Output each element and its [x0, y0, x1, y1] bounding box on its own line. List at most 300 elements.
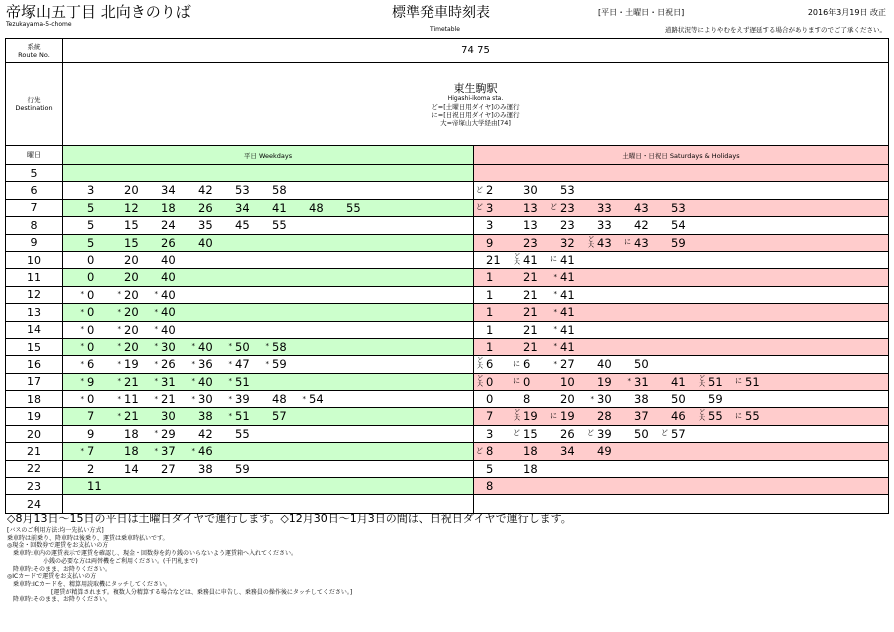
service-mark: *: [191, 359, 195, 368]
service-mark: *: [117, 307, 121, 316]
minute: 20: [124, 270, 139, 285]
departure-time: [474, 235, 493, 251]
via-mark: 大: [476, 380, 483, 388]
weekday-cell: [63, 200, 474, 216]
service-mark: に: [550, 255, 557, 264]
weekday-column-header: 平日 Weekdays: [63, 146, 474, 164]
service-mark: に: [550, 411, 557, 420]
usage-note-line: ◎現金・回数券で運賃をお支払いの方: [7, 542, 109, 550]
minute: 0: [87, 305, 95, 320]
holiday-cell: [474, 374, 888, 390]
departure-time: [75, 339, 94, 355]
minute: 11: [87, 479, 102, 494]
service-mark: に: [513, 359, 520, 368]
holiday-cell: [474, 495, 888, 512]
departure-time: [260, 182, 287, 198]
hour-row: [6, 408, 888, 425]
departure-time: [585, 391, 612, 407]
departure-time: [548, 322, 575, 338]
page-title: 標準発車時刻表: [392, 5, 490, 21]
day-mark: ど: [476, 374, 483, 382]
departure-time: [511, 304, 538, 320]
departure-time: [474, 356, 493, 372]
destination-box: [63, 63, 888, 145]
departure-time: [223, 426, 250, 442]
minute: 40: [198, 339, 213, 354]
departure-time: [260, 200, 287, 216]
minute: 40: [161, 270, 176, 285]
minute: 20: [124, 287, 139, 302]
service-mark: *: [80, 325, 84, 334]
weekday-cell: [63, 495, 474, 512]
departure-time: [696, 391, 723, 407]
departure-time: [223, 217, 250, 233]
departure-time: [75, 426, 94, 442]
service-mark: *: [117, 377, 121, 386]
holiday-cell: [474, 356, 888, 372]
minute: 2: [486, 183, 494, 198]
minute: 18: [523, 444, 538, 459]
minute: 20: [124, 305, 139, 320]
minute: 1: [486, 270, 494, 285]
minute: 36: [198, 357, 213, 372]
departure-time: [112, 200, 139, 216]
minute: 18: [124, 426, 139, 441]
minute: 40: [161, 305, 176, 320]
usage-notes: [7, 527, 885, 604]
departure-time: [75, 461, 94, 477]
departure-time: [75, 269, 94, 285]
hour-row: [6, 339, 888, 356]
weekday-cell: [63, 461, 474, 477]
minute: 9: [87, 426, 95, 441]
minute: 13: [523, 200, 538, 215]
departure-time: [112, 374, 139, 390]
departure-time: [511, 322, 538, 338]
minute: 12: [124, 200, 139, 215]
minute: 0: [523, 374, 531, 389]
service-mark: *: [228, 342, 232, 351]
departure-time: [622, 217, 649, 233]
minute: 55: [235, 426, 250, 441]
minute: 53: [671, 200, 686, 215]
departure-time: [223, 200, 250, 216]
hour-cell: 14: [6, 322, 63, 338]
holiday-cell: [474, 182, 888, 198]
departure-time: [511, 287, 538, 303]
departure-time: [75, 408, 94, 424]
weekday-cell: [63, 339, 474, 355]
hour-row: [6, 235, 888, 252]
departure-time: [75, 217, 94, 233]
departure-time: [474, 374, 493, 390]
departure-time: [112, 356, 139, 372]
minute: 50: [671, 392, 686, 407]
departure-time: [149, 200, 176, 216]
minute: 0: [87, 392, 95, 407]
departure-time: [511, 391, 530, 407]
hour-row: [6, 374, 888, 391]
departure-time: [474, 322, 493, 338]
minute: 23: [560, 218, 575, 233]
minute: 27: [560, 357, 575, 372]
minute: 42: [198, 183, 213, 198]
via-mark: 大: [513, 415, 520, 423]
departure-time: [75, 182, 94, 198]
departure-time: [622, 356, 649, 372]
departure-time: [75, 443, 94, 459]
minute: 3: [87, 183, 95, 198]
minute: 11: [124, 392, 139, 407]
minute: 40: [161, 287, 176, 302]
service-mark: ど: [661, 429, 668, 438]
departure-time: [511, 235, 538, 251]
minute: 18: [523, 461, 538, 476]
departure-time: [75, 478, 102, 494]
minute: 26: [560, 426, 575, 441]
departure-time: [186, 235, 213, 251]
departure-time: [112, 269, 139, 285]
minute: 40: [161, 322, 176, 337]
minute: 40: [161, 252, 176, 267]
departure-time: [548, 408, 575, 424]
minute: 46: [671, 409, 686, 424]
departure-time: [548, 235, 575, 251]
holiday-cell: [474, 322, 888, 338]
departure-time: [548, 356, 575, 372]
minute: 26: [161, 357, 176, 372]
departure-time: [112, 426, 139, 442]
departure-time: [622, 391, 649, 407]
service-mark: に: [513, 377, 520, 386]
departure-time: [149, 408, 176, 424]
service-mark: *: [80, 394, 84, 403]
departure-time: [75, 374, 94, 390]
minute: 0: [87, 339, 95, 354]
usage-note-line: 乗車時:ICカードを、精算用読取機にタッチしてください。: [13, 580, 171, 588]
departure-time: [260, 356, 287, 372]
minute: 41: [560, 322, 575, 337]
minute: 5: [87, 218, 95, 233]
minute: 21: [523, 287, 538, 302]
holiday-column-header: 土曜日・日祝日 Saturdays & Holidays: [474, 146, 888, 164]
departure-time: [112, 322, 139, 338]
minute: 49: [597, 444, 612, 459]
destination-note: ど=[土曜日用ダイヤ]のみ運行: [431, 102, 520, 111]
day-mark: ど: [513, 252, 520, 260]
departure-time: [659, 235, 686, 251]
page-header: [0, 0, 894, 38]
departure-time: [149, 235, 176, 251]
via-mark: 大: [587, 241, 594, 249]
minute: 35: [198, 218, 213, 233]
departure-time: [75, 200, 94, 216]
weekday-cell: [63, 408, 474, 424]
minute: 55: [708, 409, 723, 424]
minute: 50: [235, 339, 250, 354]
departure-time: [112, 304, 139, 320]
minute: 33: [597, 200, 612, 215]
departure-time: [186, 391, 213, 407]
departure-time: [334, 200, 361, 216]
departure-time: [149, 217, 176, 233]
minute: 18: [161, 200, 176, 215]
minute: 48: [272, 392, 287, 407]
destination-name: 東生駒駅: [453, 81, 498, 95]
minute: 45: [235, 218, 250, 233]
minute: 29: [161, 426, 176, 441]
minute: 23: [523, 235, 538, 250]
departure-time: [696, 408, 723, 424]
minute: 55: [272, 218, 287, 233]
weekday-cell: [63, 304, 474, 320]
minute: 20: [560, 392, 575, 407]
day-mark: ど: [476, 357, 483, 365]
revision-date: 2016年3月19日 改正: [807, 8, 886, 17]
service-mark: *: [228, 411, 232, 420]
minute: 3: [486, 200, 494, 215]
departure-time: [585, 217, 612, 233]
minute: 6: [87, 357, 95, 372]
route-row: [6, 39, 888, 63]
minute: 5: [87, 235, 95, 250]
minute: 32: [560, 235, 575, 250]
departure-time: [474, 287, 493, 303]
minute: 21: [523, 305, 538, 320]
hour-row: [6, 495, 888, 512]
service-mark: [511, 254, 520, 266]
departure-time: [548, 217, 575, 233]
minute: 6: [523, 357, 531, 372]
holiday-cell: [474, 391, 888, 407]
weekday-cell: [63, 443, 474, 459]
service-mark: *: [117, 394, 121, 403]
service-mark: に: [735, 377, 742, 386]
minute: 54: [309, 392, 324, 407]
minute: 41: [272, 200, 287, 215]
hour-cell: 11: [6, 269, 63, 285]
day-mark: ど: [698, 409, 705, 417]
departure-time: [659, 426, 686, 442]
service-mark: *: [191, 342, 195, 351]
minute: 34: [560, 444, 575, 459]
departure-time: [622, 235, 649, 251]
minute: 26: [198, 200, 213, 215]
service-mark: *: [553, 325, 557, 334]
weekday-cell: [63, 426, 474, 442]
destination-name-en: Higashi-ikoma sta.: [447, 94, 504, 102]
hour-cell: 10: [6, 252, 63, 268]
minute: 8: [523, 392, 531, 407]
departure-time: [149, 461, 176, 477]
service-mark: *: [553, 359, 557, 368]
departure-time: [548, 304, 575, 320]
minute: 20: [124, 322, 139, 337]
departure-time: [149, 339, 176, 355]
holiday-cell: [474, 304, 888, 320]
hour-cell: 15: [6, 339, 63, 355]
minute: 21: [523, 322, 538, 337]
service-mark: [696, 376, 705, 388]
minute: 30: [161, 409, 176, 424]
departure-time: [223, 339, 250, 355]
departure-time: [75, 252, 94, 268]
minute: 37: [161, 444, 176, 459]
service-mark: *: [191, 394, 195, 403]
service-mark: *: [80, 307, 84, 316]
hour-cell: 19: [6, 408, 63, 424]
service-mark: [474, 376, 483, 388]
hour-cell: 20: [6, 426, 63, 442]
hour-row: [6, 217, 888, 234]
service-mark: *: [265, 342, 269, 351]
departure-time: [511, 217, 538, 233]
departure-time: [548, 374, 575, 390]
service-mark: *: [627, 377, 631, 386]
service-mark: ど: [550, 203, 557, 212]
departure-time: [75, 235, 94, 251]
hour-cell: 7: [6, 200, 63, 216]
service-mark: *: [80, 377, 84, 386]
hour-cell: 5: [6, 165, 63, 181]
service-mark: [474, 358, 483, 370]
minute: 20: [124, 339, 139, 354]
minute: 0: [87, 322, 95, 337]
departure-time: [149, 391, 176, 407]
hour-row: [6, 322, 888, 339]
hour-cell: 21: [6, 443, 63, 459]
departure-time: [659, 374, 686, 390]
minute: 57: [272, 409, 287, 424]
departure-time: [149, 304, 176, 320]
minute: 37: [634, 409, 649, 424]
usage-note-line: 降車時:そのまま、お降りください。: [13, 565, 112, 573]
departure-time: [112, 287, 139, 303]
stop-name-en: Tezukayama-5-chome: [6, 21, 72, 28]
timetable: [5, 38, 889, 514]
minute: 13: [523, 218, 538, 233]
minute: 34: [161, 183, 176, 198]
minute: 41: [671, 374, 686, 389]
departure-time: [585, 356, 612, 372]
departure-time: [112, 182, 139, 198]
service-mark: *: [80, 290, 84, 299]
minute: 6: [486, 357, 494, 372]
weekday-cell: [63, 235, 474, 251]
service-mark: *: [154, 394, 158, 403]
departure-time: [297, 200, 324, 216]
departure-time: [622, 408, 649, 424]
minute: 1: [486, 339, 494, 354]
minute: 2: [87, 461, 95, 476]
destination-label-en: Destination: [15, 104, 53, 112]
departure-time: [75, 322, 94, 338]
departure-time: [548, 443, 575, 459]
holiday-cell: [474, 339, 888, 355]
departure-time: [112, 391, 139, 407]
departure-time: [186, 356, 213, 372]
departure-time: [548, 391, 575, 407]
service-mark: *: [228, 377, 232, 386]
departure-time: [112, 217, 139, 233]
minute: 15: [523, 426, 538, 441]
day-mark: ど: [698, 374, 705, 382]
minute: 24: [161, 218, 176, 233]
minute: 9: [87, 374, 95, 389]
service-mark: *: [553, 290, 557, 299]
minute: 23: [560, 200, 575, 215]
usage-note-line: 乗車時:車内の運賃表示で運賃を確認し、現金・回数券を釣り銭のいらないよう運賃箱へ入れてください。: [13, 550, 298, 558]
hour-cell: 13: [6, 304, 63, 320]
service-mark: *: [228, 359, 232, 368]
departure-time: [474, 252, 501, 268]
holiday-cell: [474, 235, 888, 251]
service-mark: *: [154, 342, 158, 351]
service-mark: ど: [476, 185, 483, 194]
weekday-cell: [63, 287, 474, 303]
stop-name: 帝塚山五丁目 北向きのりば: [6, 3, 191, 21]
service-mark: *: [228, 394, 232, 403]
hour-cell: 6: [6, 182, 63, 198]
service-mark: *: [590, 394, 594, 403]
service-mark: *: [265, 359, 269, 368]
holiday-cell: [474, 269, 888, 285]
minute: 0: [486, 374, 494, 389]
minute: 20: [124, 183, 139, 198]
departure-time: [474, 182, 493, 198]
minute: 3: [486, 218, 494, 233]
service-mark: ど: [476, 203, 483, 212]
departure-time: [474, 391, 493, 407]
departure-time: [585, 443, 612, 459]
minute: 57: [671, 426, 686, 441]
weekday-cell: [63, 356, 474, 372]
service-mark: *: [117, 342, 121, 351]
minute: 0: [87, 270, 95, 285]
minute: 40: [597, 357, 612, 372]
departure-time: [474, 461, 493, 477]
departure-time: [186, 339, 213, 355]
service-mark: *: [553, 342, 557, 351]
service-mark: *: [553, 307, 557, 316]
departure-time: [260, 408, 287, 424]
minute: 21: [124, 409, 139, 424]
minute: 47: [235, 357, 250, 372]
hour-cell: 12: [6, 287, 63, 303]
minute: 5: [486, 461, 494, 476]
route-label-jp: 系統: [27, 42, 41, 51]
minute: 21: [523, 339, 538, 354]
minute: 58: [272, 339, 287, 354]
minute: 40: [198, 235, 213, 250]
minute: 21: [124, 374, 139, 389]
departure-time: [511, 374, 530, 390]
departure-time: [186, 408, 213, 424]
departure-time: [511, 461, 538, 477]
hour-row: [6, 478, 888, 495]
departure-time: [733, 374, 760, 390]
weekday-cell: [63, 391, 474, 407]
usage-note-line: 乗車時は前乗り、降車時は後乗り、運賃は乗車時払いです。: [7, 534, 169, 542]
departure-time: [260, 339, 287, 355]
departure-time: [548, 287, 575, 303]
minute: 38: [198, 461, 213, 476]
departure-time: [548, 426, 575, 442]
minute: 48: [309, 200, 324, 215]
departure-time: [511, 408, 538, 424]
minute: 59: [708, 392, 723, 407]
minute: 30: [198, 392, 213, 407]
